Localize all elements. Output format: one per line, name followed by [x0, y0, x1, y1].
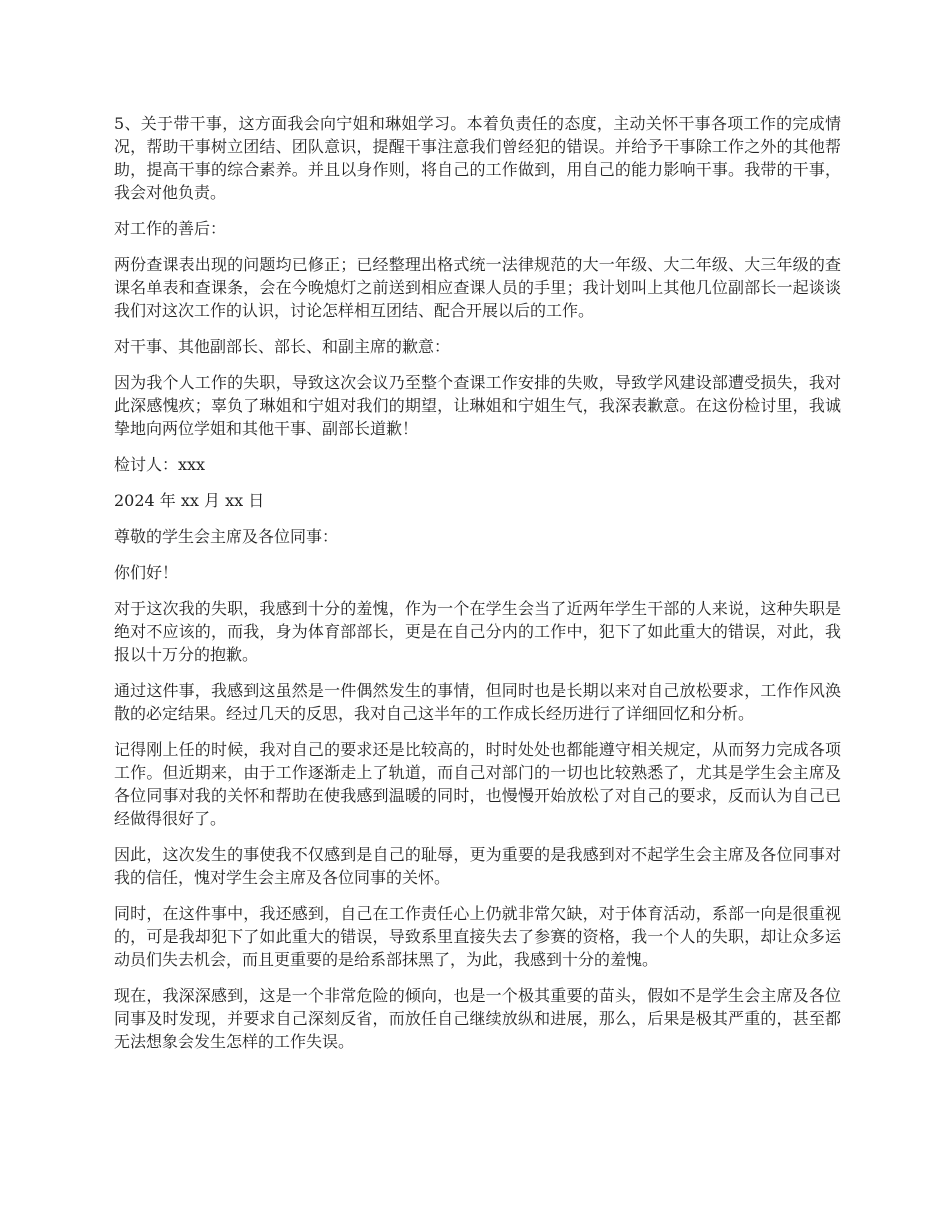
- paragraph-responsibility: 同时，在这件事中，我还感到，自己在工作责任心上仍就非常欠缺，对于体育活动，系部一向是很重视的，可是我却犯下了如此重大的错误，导致系里直接失去了参赛的资格，我一个人的失职，却让众多运动员们失去机会，而且更重要的是给系部抹黑了，为此，我感到十分的羞愧。: [114, 904, 841, 969]
- paragraph-memory: 记得刚上任的时候，我对自己的要求还是比较高的，时时处处也都能遵守相关规定，从而努力完成各项工作。但近期来，由于工作逐渐走上了轨道，而自己对部门的一切也比较熟悉了，尤其是学生会主席及各位同事对我的关怀和帮助在使我感到温暖的同时，也慢慢开始放松了对自己的要求，反而认为自己已经做得很好了。: [114, 740, 841, 828]
- paragraph-reflection: 通过这件事，我感到这虽然是一件偶然发生的事情，但同时也是长期以来对自己放松要求，工作作风涣散的必定结果。经过几天的反思，我对自己这半年的工作成长经历进行了详细回忆和分析。: [114, 681, 841, 723]
- date-line: 2024 年 xx 月 xx 日: [114, 491, 265, 510]
- signature-line: 检讨人：xxx: [114, 455, 206, 474]
- paragraph-therefore: 因此，这次发生的事使我不仅感到是自己的耻辱，更为重要的是我感到对不起学生会主席及各位同事对我的信任，愧对学生会主席及各位同事的关怀。: [114, 845, 841, 887]
- paragraph-aftermath-heading: 对工作的善后：: [114, 219, 227, 238]
- document-page: [114, 112, 841, 1066]
- greeting: 你们好！: [114, 563, 179, 582]
- paragraph-apology-heading: 对干事、其他副部长、部长、和副主席的歉意：: [114, 337, 451, 356]
- paragraph-shame: 对于这次我的失职，我感到十分的羞愧，作为一个在学生会当了近两年学生干部的人来说，这种失职是绝对不应该的，而我，身为体育部部长，更是在自己分内的工作中，犯下了如此重大的错误，对此，我报以十万分的抱歉。: [114, 599, 841, 664]
- paragraph-duty-5: 5、关于带干事，这方面我会向宁姐和琳姐学习。本着负责任的态度，主动关怀干事各项工作的完成情况，帮助干事树立团结、团队意识，提醒干事注意我们曾经犯的错误。并给予干事除工作之外的其他帮助，提高干事的综合素养。并且以身作则，将自己的工作做到，用自己的能力影响干事。我带的干事，我会对他负责。: [114, 114, 841, 202]
- paragraph-aftermath-body: 两份查课表出现的问题均已修正；已经整理出格式统一法律规范的大一年级、大二年级、大三年级的查课名单表和查课条，会在今晚熄灯之前送到相应查课人员的手里；我计划叫上其他几位副部长一起谈谈我们对这次工作的认识，讨论怎样相互团结、配合开展以后的工作。: [114, 255, 841, 320]
- salutation: 尊敬的学生会主席及各位同事：: [114, 527, 339, 546]
- paragraph-apology-body: 因为我个人工作的失职，导致这次会议乃至整个查课工作安排的失败，导致学风建设部遭受损失，我对此深感愧疚；辜负了琳姐和宁姐对我们的期望，让琳姐和宁姐生气，我深表歉意。在这份检讨里，我诚挚地向两位学姐和其他干事、副部长道歉！: [114, 373, 841, 438]
- paragraph-danger: 现在，我深深感到，这是一个非常危险的倾向，也是一个极其重要的苗头，假如不是学生会主席及各位同事及时发现，并要求自己深刻反省，而放任自己继续放纵和进展，那么，后果是极其严重的，甚至都无法想象会发生怎样的工作失误。: [114, 986, 841, 1051]
